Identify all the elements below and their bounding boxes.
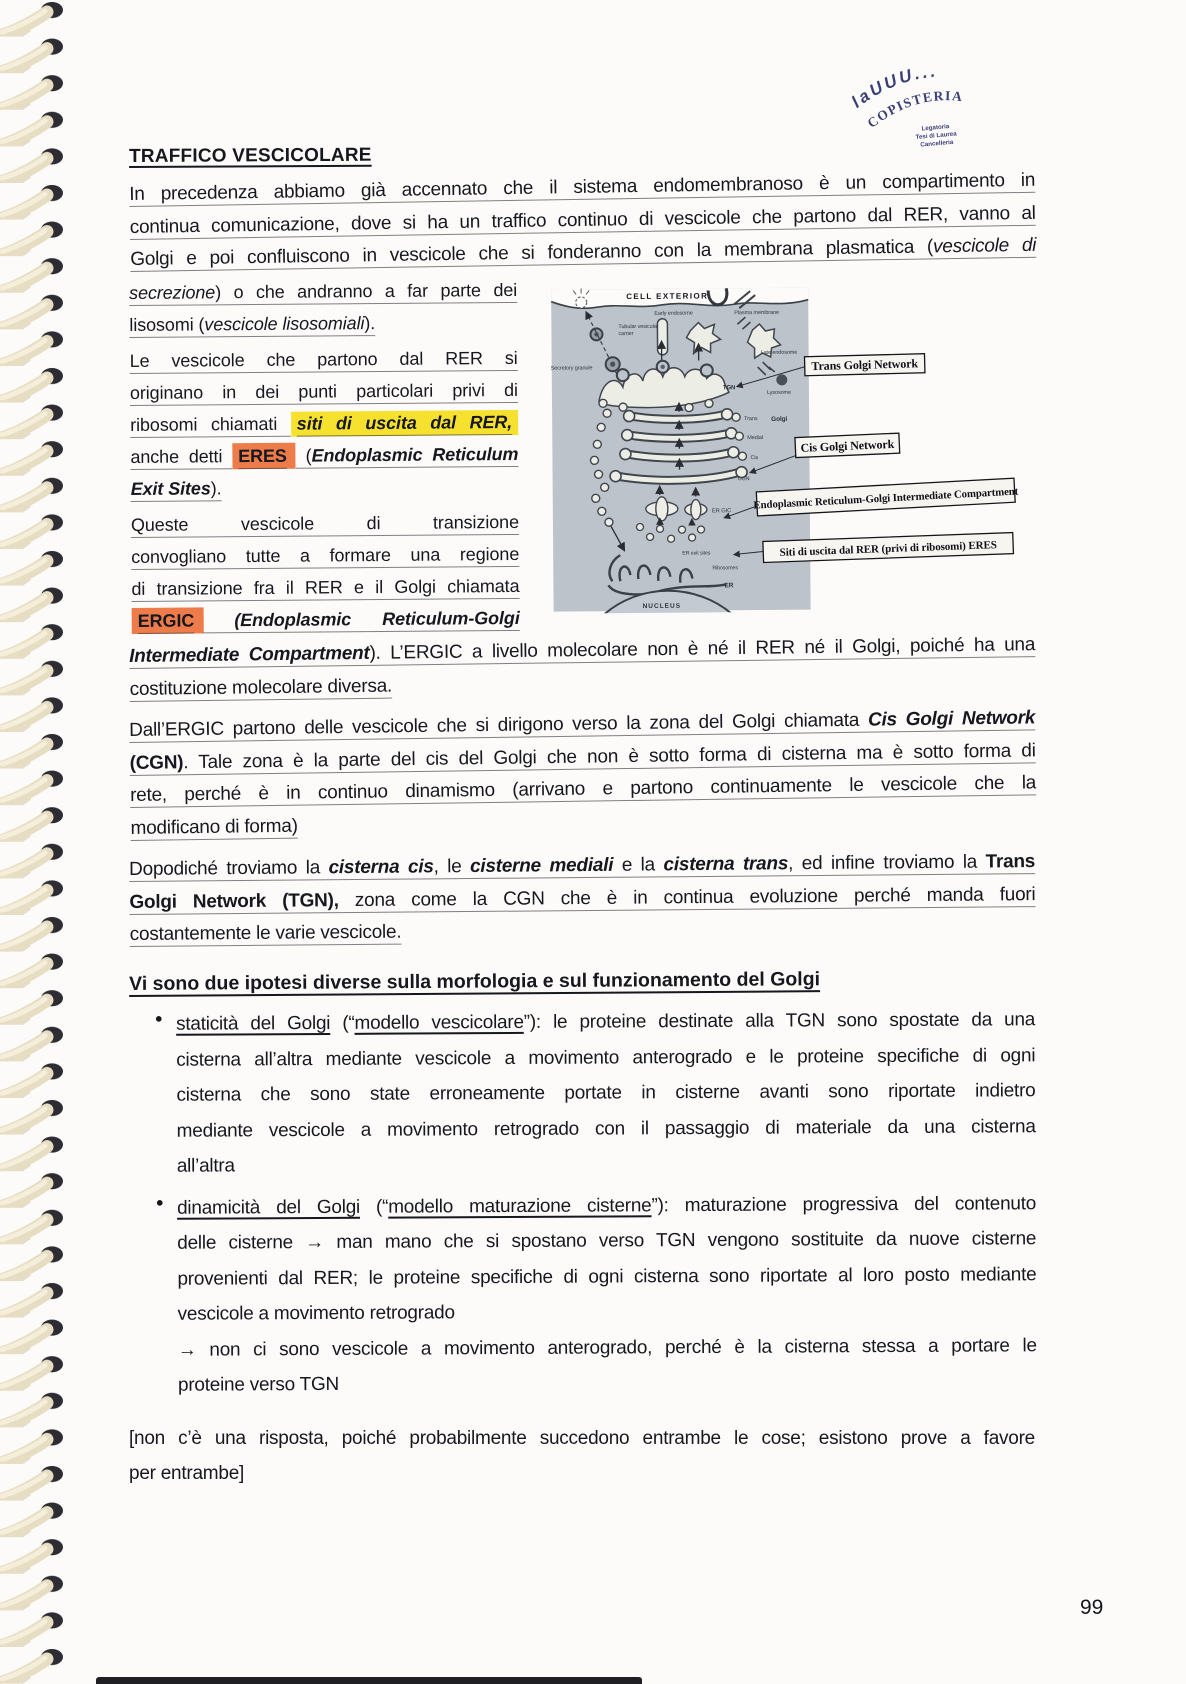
text-line [176,1038,1035,1078]
secretory-granule-label: Secretory granule [550,364,593,372]
text-segment: ribosomi chiamati [130,413,291,435]
paragraph-ergic [129,629,1036,706]
text-segment: ”): maturazione progressiva del contenuto [651,1192,1037,1216]
paragraph-intro [129,165,1036,277]
text-line [130,373,518,408]
cis-label: Cis [750,454,759,461]
tubular-carrier [657,318,667,354]
golgi-label: Golgi [771,415,788,423]
plasma-membrane-label: Plasma membrane [734,309,779,316]
highlighted-eres: ERES [232,442,296,468]
tgn-small-label: TGN [722,384,736,391]
text-segment: Endoplasmic Reticulum [311,443,519,466]
page-title: TRAFFICO VESCICOLARE [129,144,372,167]
text-segment: Dall’ERGIC partono delle vescicole che si dirigono verso la zona del Golgi chiamata [129,709,869,741]
text-segment: ) o che andranno a far parte dei [215,279,518,302]
text-line [131,469,519,504]
text-segment: modello maturazione cisterne [388,1194,652,1218]
text-segment: dinamicità del Golgi [176,1196,361,1219]
text-line [178,1292,1037,1332]
text-segment: Dopodiché troviamo la [129,856,329,880]
text-segment: costituzione molecolare diversa. [129,674,393,699]
text-line [130,437,518,472]
list-item-dynamicity [130,1186,1037,1404]
stamp-subline-3: Cancelleria [920,138,954,149]
stamp-subline-2: Tesi di Laurea [915,130,957,142]
text-segment: (CGN) [129,751,184,773]
text-segment: di transizione fra il RER e il Golgi chiamata [131,575,520,599]
text-segment: Golgi e poi confluiscono in vescicole che si fonderanno con la membrana plasmatica ( [130,236,934,270]
stamp-name-text: COPISTERIA [864,88,965,131]
text-line [132,601,520,636]
text-line [129,1421,1035,1456]
text-segment: cisterne mediali [469,854,614,877]
tubular-carrier-label-1: Tubular vesicular [618,323,659,330]
text-line [177,1257,1036,1297]
text-segment: , ed infine troviamo la [788,851,986,874]
ergic-small-label: ER GIC [711,507,732,514]
wrap-section [129,273,1019,636]
golgi-diagram [538,275,1043,613]
section-heading-hypotheses: Vi sono due ipotesi diverse sulla morfologia e sul funzionamento del Golgi [129,968,821,995]
trans-label: Trans [744,415,758,422]
text-segment: rete, perché è in continuo dinamismo (arrivano e partono continuamente le vescicole che la [129,771,1037,806]
hypotheses-list [129,1002,1037,1403]
text-segment: mediante vescicole a movimento retrogrado con il passaggio di materiale da una cisterna [176,1115,1036,1142]
text-segment: cisterna cis [328,855,434,878]
nucleus-label: NUCLEUS [642,602,682,610]
text-line [131,505,519,540]
text-line [129,1456,1035,1491]
text-segment: vescicole lisosomiali [204,312,365,334]
text-segment: (“ [359,1196,389,1218]
text-line [177,1186,1036,1226]
text-segment: Cis Golgi Network [867,706,1036,731]
lysosome-label: Lysosome [766,389,792,396]
text-segment: modello vescicolare [354,1011,524,1034]
text-segment: zona come la CGN che è in continua evoluzione perché manda fuori [338,883,1036,911]
highlighted-ergic: ERGIC [132,607,204,634]
paragraph-note [129,1421,1035,1491]
text-segment: ). [364,312,376,333]
text-line [130,405,518,440]
text-segment: Intermediate Compartment [129,642,370,667]
page-number: 99 [1080,1596,1104,1619]
cell-exterior-label: CELL EXTERIOR [626,290,709,301]
text-line [178,1328,1037,1368]
text-segment: costantemente le varie vescicole. [129,921,402,945]
text-segment: secrezione [129,281,216,303]
text-segment: Trans [985,850,1036,873]
text-line [177,1221,1036,1261]
text-segment: → non ci sono vescicole a movimento anterogrado, perché è la cisterna stessa a portare le [177,1334,1037,1361]
text-line [131,537,519,572]
text-line [177,1144,1036,1184]
text-segment: ). L’ERGIC a livello molecolare non è né il RER né il Golgi, poiché ha una [369,633,1036,664]
text-segment: all’altra [176,1155,235,1177]
tgn-box-label: Trans Golgi Network [811,355,919,373]
text-segment: Le vescicole che partono dal RER si [129,347,518,371]
list-item-staticity [129,1002,1036,1184]
text-segment: cisterna all’altra mediante vescicole a movimento anterogrado e le proteine specifiche di ogni [176,1044,1036,1071]
text-segment: originano in dei punti particolari privi di [129,379,518,403]
text-segment: anche detti [130,445,233,467]
text-segment: vescicole di [932,234,1037,258]
spiral-binding [0,0,66,1684]
text-line [176,1002,1035,1042]
text-segment: (Endoplasmic Reticulum-Golgi [234,607,520,630]
er-exit-sites-label: ER exit sites [682,549,711,557]
text-segment: convogliano tutte a formare una regione [131,543,520,567]
cgn-box-label: Cis Golgi Network [800,436,895,455]
text-segment: cisterna che sono state erroneamente portate in cisterne avanti sono riportate indietro [176,1080,1036,1106]
text-segment: vescicole a movimento retrogrado [177,1302,455,1325]
text-segment: continua comunicazione, dove si ha un traffico continuo di vescicole che partono dal RER, vanno al [129,202,1036,238]
text-line [131,569,519,604]
eres-box-label: Siti di uscita dal RER (privi di ribosomi) ERES [779,538,997,559]
notes-content [129,146,1035,1491]
text-line [129,305,517,340]
cgn-label: CGN [737,475,750,482]
text-segment: delle cisterne → man mano che si spostano verso TGN vengono sostituite da nuove cisterne [177,1228,1037,1254]
text-segment [203,610,234,630]
text-segment: Queste vescicole di transizione [130,511,520,535]
text-segment: provenienti dal RER; le proteine specifiche di ogni cisterna sono riportate al loro posto mediante [177,1263,1037,1290]
scan-bottom-edge [96,1677,642,1684]
text-segment: . Tale zona è la parte del cis del Golgi che non è sotto forma di cisterna ma è sotto forma di [183,739,1036,773]
text-line [178,1363,1037,1403]
text-segment: ). [210,477,222,498]
text-line [129,273,517,308]
stamp-subline-1: Legatoria [921,123,950,133]
ergic-box-label: Endoplasmic Reticulum-Golgi Intermediate Compartment [753,485,1019,512]
medial-label: Medial [747,434,763,441]
ribosomes-label: Ribosomes [712,564,738,571]
tubular-carrier-label-2: carrier [618,330,634,337]
late-endosome-label: Late endosome [760,349,798,356]
text-segment: lisosomi ( [129,313,205,335]
text-segment: (“ [330,1012,355,1034]
text-segment: [non c’è una risposta, poiché probabilmente succedono entrambe le cose; esistono prove a favore [129,1427,1035,1449]
copy-shop-stamp [836,50,1016,150]
paragraph-cgn [129,702,1037,845]
early-endosome-label: Early endosome [654,310,693,317]
text-segment: modificano di forma) [130,814,298,838]
text-segment: e la [613,853,664,876]
text-segment: ( [295,445,312,466]
highlighted-eres-sites: siti di uscita dal RER, [291,409,519,436]
text-segment: ”): le proteine destinate alla TGN sono spostate da una [523,1009,1036,1033]
er-label: ER [724,581,734,589]
stamp-script-text: laUUU... [847,61,939,112]
text-segment: In precedenza abbiamo già accennato che il sistema endomembranoso è un compartimento in [129,169,1036,205]
text-segment: Golgi Network (TGN), [129,889,339,912]
text-segment: per entrambe] [129,1462,245,1484]
text-segment: cisterna trans [663,852,789,875]
text-segment: Exit Sites [130,477,211,499]
text-segment: staticità del Golgi [176,1012,331,1035]
text-line [177,1109,1036,1149]
text-segment: , le [433,855,471,877]
paragraph-tgn [129,846,1036,951]
text-line [176,1073,1035,1113]
text-line [130,341,518,376]
text-segment: proteine verso TGN [177,1373,339,1396]
